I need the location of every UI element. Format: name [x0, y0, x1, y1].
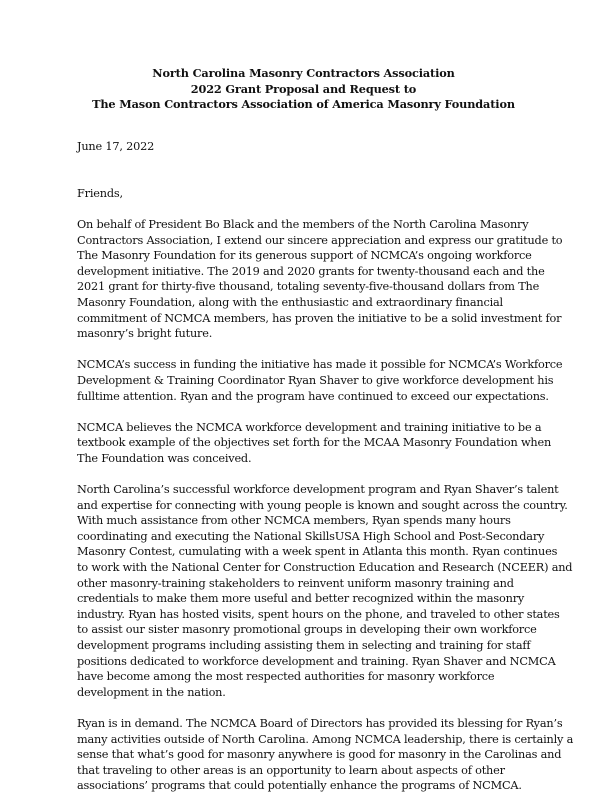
paragraph-line: have become among the most respected authorities for masonry workforce — [77, 670, 495, 684]
paragraph-line: development initiative. The 2019 and 2020 grants for twenty-thousand each and the — [77, 264, 545, 278]
paragraph-line: NCMCA believes the NCMCA workforce development and training initiative to be a — [77, 420, 542, 434]
paragraph-line: to work with the National Center for Construction Education and Research (NCEER) and — [77, 561, 573, 575]
paragraph-line: other masonry-training stakeholders to reinvent uniform masonry training and — [77, 576, 514, 590]
paragraph-line: textbook example of the objectives set forth for the MCAA Masonry Foundation when — [77, 436, 552, 450]
letter-date: June 17, 2022 — [77, 140, 155, 153]
paragraph — [77, 357, 597, 404]
paragraph-line: many activities outside of North Carolina. Among NCMCA leadership, there is certainly a — [77, 732, 574, 746]
paragraph-line: masonry’s bright future. — [77, 327, 213, 341]
paragraph — [77, 716, 597, 794]
paragraph-line: credentials to make them more useful and better recognized within the masonry — [77, 592, 525, 606]
heading-line-proposal: 2022 Grant Proposal and Request to — [190, 81, 417, 96]
paragraph-line: coordinating and executing the National SkillsUSA High School and Post-Secondary — [77, 529, 545, 543]
paragraph-line: development in the nation. — [77, 685, 226, 699]
paragraph-line: Masonry Contest, cumulating with a week spent in Atlanta this month. Ryan continues — [77, 545, 558, 559]
letter-heading — [0, 66, 607, 113]
paragraph-line: to assist our sister masonry promotional groups in developing their own workforce — [77, 623, 537, 637]
paragraph — [77, 482, 597, 700]
paragraph-line: sense that what’s good for masonry anywhere is good for masonry in the Carolinas and — [77, 748, 562, 762]
paragraph-line: The Masonry Foundation for its generous support of NCMCA’s ongoing workforce — [77, 249, 532, 263]
paragraph — [77, 217, 597, 342]
paragraph-line: positions dedicated to workforce development and training. Ryan Shaver and NCMCA — [77, 654, 556, 668]
paragraph-line: Development & Training Coordinator Ryan Shaver to give workforce development his — [77, 373, 554, 387]
paragraph-line: industry. Ryan has hosted visits, spent hours on the phone, and traveled to other states — [77, 607, 560, 621]
paragraph-line: that traveling to other areas is an opportunity to learn about aspects of other — [77, 763, 505, 777]
paragraph-line: North Carolina’s successful workforce development program and Ryan Shaver’s talent — [77, 483, 559, 497]
paragraph-line: NCMCA’s success in funding the initiative has made it possible for NCMCA’s Workforce — [77, 358, 563, 372]
heading-line-organization: North Carolina Masonry Contractors Association — [152, 66, 455, 80]
paragraph-line: fulltime attention. Ryan and the program have continued to exceed our expectations. — [77, 389, 549, 403]
paragraphs — [77, 217, 597, 794]
paragraph-line: 2021 grant for thirty-five thousand, totaling seventy-five-thousand dollars from The — [77, 280, 540, 294]
paragraph-line: commitment of NCMCA members, has proven the initiative to be a solid investment for — [77, 311, 562, 325]
paragraph-line: Ryan is in demand. The NCMCA Board of Directors has provided its blessing for Ryan’s — [77, 716, 563, 730]
letter-body — [77, 139, 597, 794]
paragraph-line: and expertise for connecting with young people is known and sought across the country. — [77, 498, 568, 512]
paragraph-line: On behalf of President Bo Black and the members of the North Carolina Masonry — [77, 217, 529, 231]
paragraph-line: Contractors Association, I extend our sincere appreciation and express our gratitude to — [77, 233, 563, 247]
paragraph — [77, 420, 597, 467]
paragraph-line: The Foundation was conceived. — [77, 451, 252, 465]
paragraph-line: Masonry Foundation, along with the enthusiastic and extraordinary financial — [77, 295, 503, 309]
paragraph-line: With much assistance from other NCMCA members, Ryan spends many hours — [77, 514, 511, 528]
heading-line-recipient: The Mason Contractors Association of America Masonry Foundation — [92, 97, 515, 111]
paragraph-line: associations’ programs that could potentially enhance the programs of NCMCA. — [77, 779, 522, 793]
paragraph-line: development programs including assisting them in selecting and training for staff — [77, 639, 531, 652]
salutation: Friends, — [77, 186, 123, 200]
